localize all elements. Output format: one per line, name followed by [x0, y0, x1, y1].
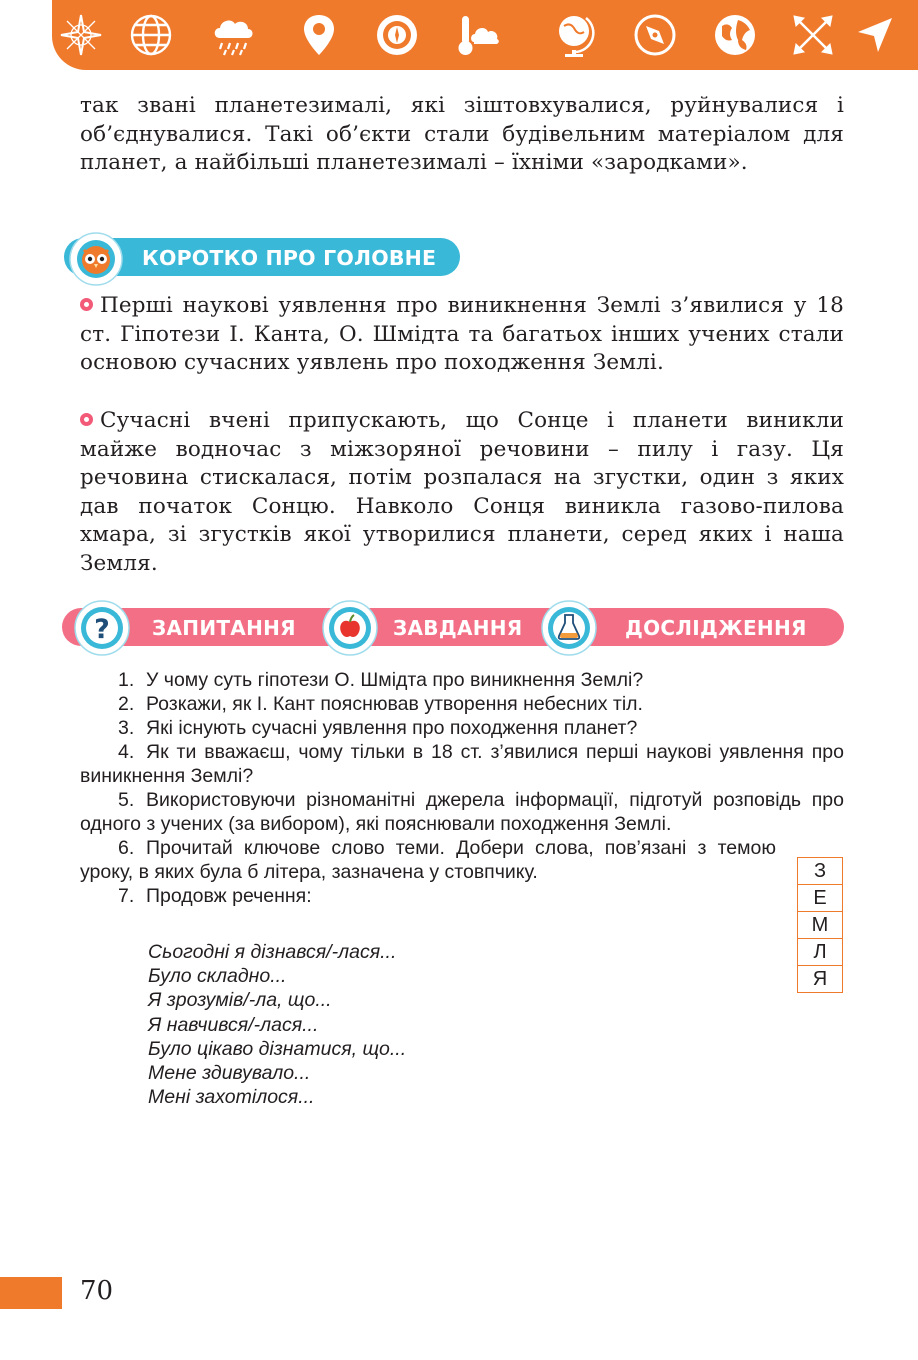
question-number: 2.	[118, 693, 135, 715]
list-item	[80, 716, 844, 740]
globe-grid-icon	[128, 12, 174, 58]
header-band	[52, 0, 918, 70]
svg-text:?: ?	[94, 614, 110, 645]
summary-item	[80, 292, 844, 378]
list-item	[80, 884, 844, 908]
question-number: 6.	[118, 837, 135, 859]
flask-icon	[541, 600, 597, 656]
list-item: Я навчився/-лася...	[148, 1013, 319, 1036]
question-text: Продовж речення:	[146, 885, 312, 907]
question-text: Використовуючи різноманітні джерела інформації, підготуй розповідь про одного з учених (за вибором), які пояснювали походження Землі.	[80, 789, 844, 835]
list-item: Було складно...	[148, 965, 287, 988]
world-globe-icon	[712, 12, 758, 58]
question-mark-icon	[74, 600, 130, 656]
question-text: Які існують сучасні уявлення про походження планет?	[146, 717, 638, 739]
list-item: Мені захотілося...	[148, 1086, 315, 1109]
compass-icon	[632, 12, 678, 58]
bullet-icon	[80, 298, 93, 311]
keyword-letter: Я	[797, 966, 843, 993]
intro-paragraph: так звані планетезималі, які зіштовхувалися, руйнувалися і об’єднувалися. Такі об’єкти стали будівельним матеріалом для планет, а найбільші планетезималі – їхніми «зародками».	[80, 93, 844, 176]
list-item: Я зрозумів/-ла, що...	[148, 989, 332, 1012]
questions-label: ЗАПИТАННЯ	[152, 616, 296, 640]
list-item	[80, 788, 844, 836]
directions-arrows-icon	[790, 12, 836, 58]
question-number: 1.	[118, 669, 135, 691]
summary-item-text: Сучасні вчені припускають, що Сонце і планети виникли майже водночас з міжзоряної речовини – пилу і газу. Ця речовина стискалася, потім розпалася на згустки, один з яких дав початок Сонцю. Навколо Сонця виникла газово-пилова хмара, зі згустків якої утворилися планети, серед яких і наша Земля.	[80, 408, 844, 576]
desk-globe-icon	[552, 12, 598, 58]
summary-item-text: Перші наукові уявлення про виникнення Землі з’явилися у 18 ст. Гіпотези І. Канта, О. Шмідта та багатьох інших учених стали основою сучасних уявлень про походження Землі.	[80, 293, 844, 376]
keyword-letter: М	[797, 912, 843, 939]
question-text: Прочитай ключове слово теми. Добери слова, пов’язані з темою уроку, в яких була б літера, зазначена у стовпчику.	[80, 837, 776, 883]
list-item: Було цікаво дізнатися, що...	[148, 1037, 407, 1060]
compass-rose-icon	[58, 12, 104, 58]
question-number: 5.	[118, 789, 135, 811]
question-text: Як ти вважаєш, чому тільки в 18 ст. з’явилися перші наукові уявлення про виникнення Землі?	[80, 741, 844, 787]
question-text: Розкажи, як І. Кант пояснював утворення небесних тіл.	[146, 693, 643, 715]
rain-cloud-icon	[210, 12, 256, 58]
keyword-letter: Е	[797, 885, 843, 912]
target-compass-icon	[374, 12, 420, 58]
list-item	[80, 668, 844, 692]
question-text: У чому суть гіпотези О. Шмідта про виникнення Землі?	[146, 669, 644, 691]
list-item: Мене здивувало...	[148, 1062, 311, 1085]
page-number: 70	[80, 1276, 114, 1306]
apple-icon	[322, 600, 378, 656]
list-item: Сьогодні я дізнався/-лася...	[148, 941, 397, 963]
questions-list	[80, 668, 844, 908]
tasks-label: ЗАВДАННЯ	[393, 616, 523, 640]
research-label: ДОСЛІДЖЕННЯ	[625, 616, 807, 640]
page-tab-marker	[0, 1277, 62, 1309]
navigation-arrow-icon	[852, 12, 898, 58]
sentence-starters	[148, 940, 406, 1109]
list-item	[80, 836, 776, 884]
summary-title: КОРОТКО ПРО ГОЛОВНЕ	[142, 246, 437, 270]
keyword-column	[797, 857, 843, 993]
keyword-letter: Л	[797, 939, 843, 966]
owl-icon	[66, 232, 126, 286]
keyword-letter: З	[797, 857, 843, 885]
question-number: 4.	[118, 741, 135, 763]
bullet-icon	[80, 413, 93, 426]
location-pin-icon	[296, 12, 342, 58]
weather-thermometer-icon	[454, 12, 500, 58]
list-item	[80, 692, 844, 716]
list-item	[80, 740, 844, 788]
summary-item	[80, 407, 844, 579]
question-number: 3.	[118, 717, 135, 739]
question-number: 7.	[118, 885, 135, 907]
